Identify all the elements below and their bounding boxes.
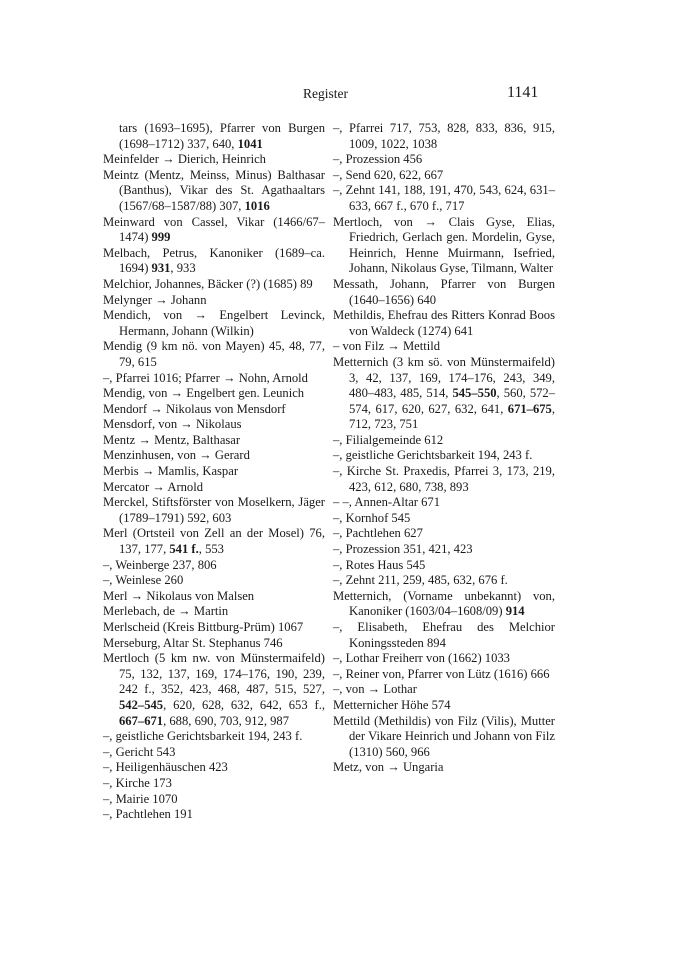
index-entry: –, Pfarrei 1016; Pfarrer → Nohn, Arnold xyxy=(103,370,308,385)
index-entry: Merlebach, de → Martin xyxy=(103,604,229,619)
index-entry: Mettild (Methildis) von Filz (Vilis), Mutter der Vikare Heinrich und Johann von Filz (1310) 560, 966 xyxy=(333,713,555,759)
index-entry: Metternich, (Vorname unbekannt) von, Kanoniker (1603/04–1608/09) 914 xyxy=(333,588,555,619)
index-entry: Meintz (Mentz, Meinss, Minus) Balthasar (Banthus), Vikar des St. Agathaaltars (1567/68–1587/88) 307, 1016 xyxy=(103,167,325,213)
index-entry: –, Heiligenhäuschen 423 xyxy=(103,760,228,775)
index-entry: tars (1693–1695), Pfarrer von Burgen (1698–1712) 337, 640, 1041 xyxy=(119,121,325,151)
index-entry: –, geistliche Gerichtsbarkeit 194, 243 f. xyxy=(103,729,303,744)
index-entry: Meinfelder → Dierich, Heinrich xyxy=(103,152,266,167)
index-entry: –, Reiner von, Pfarrer von Lütz (1616) 666 xyxy=(333,666,550,681)
index-entry: Merlscheid (Kreis Bittburg-Prüm) 1067 xyxy=(103,620,304,634)
index-entry: Melchior, Johannes, Bäcker (?) (1685) 89 xyxy=(103,276,313,291)
index-entry: Merl (Ortsteil von Zell an der Mosel) 76, 137, 177, 541 f., 553 xyxy=(103,526,325,557)
bold-page-ref: 931 xyxy=(151,261,171,276)
index-entry: Melynger → Johann xyxy=(103,292,207,307)
index-entry: –, Weinberge 237, 806 xyxy=(103,557,217,572)
index-entry: –, Pachtlehen 627 xyxy=(333,526,423,541)
page-number: 1141 xyxy=(507,84,539,101)
index-entry: Messath, Johann, Pfarrer von Burgen (1640–1656) 640 xyxy=(333,276,555,307)
index-column-left xyxy=(103,121,325,823)
index-entry: –, Filialgemeinde 612 xyxy=(333,432,444,447)
bold-page-ref: 667–671 xyxy=(119,713,164,728)
index-entry: Mendich, von → Engelbert Levinck, Hermann, Johann (Wilkin) xyxy=(103,308,325,338)
index-entry: –, Kirche St. Praxedis, Pfarrei 3, 173, 219, 423, 612, 680, 738, 893 xyxy=(333,464,555,494)
index-entry: –, von → Lothar xyxy=(333,682,417,697)
index-entry: Methildis, Ehefrau des Ritters Konrad Boos von Waldeck (1274) 641 xyxy=(333,308,555,338)
index-entry: Mendig, von → Engelbert gen. Leunich xyxy=(103,386,305,401)
index-entry: –, Zehnt 211, 259, 485, 632, 676 f. xyxy=(333,573,508,588)
header-title: Register xyxy=(303,86,348,101)
index-entry: Metternicher Höhe 574 xyxy=(333,697,451,712)
bold-page-ref: 1016 xyxy=(244,198,270,213)
bold-page-ref: 914 xyxy=(505,604,525,619)
index-entry: –, Pachtlehen 191 xyxy=(103,807,193,822)
bold-page-ref: 542–545 xyxy=(119,697,164,712)
index-entry: Mensdorf, von → Nikolaus xyxy=(103,417,242,432)
index-entry: –, Prozession 351, 421, 423 xyxy=(333,542,473,557)
index-entry: –, Rotes Haus 545 xyxy=(333,557,426,572)
index-column-right xyxy=(333,121,555,776)
index-entry: –, Lothar Freiherr von (1662) 1033 xyxy=(333,651,510,666)
index-entry: –, Kirche 173 xyxy=(103,775,172,790)
index-entry: Mertloch (5 km nw. von Münstermaifeld) 75, 132, 137, 169, 174–176, 190, 239, 242 f., 352, 423, 468, 487, 515, 527, 542–545, 620, 628, 632, 642, 653 f., 667–671, 688, 690, 703, 912, 987 xyxy=(103,651,325,728)
index-entry: –, Mairie 1070 xyxy=(103,791,178,806)
index-entry: Mercator → Arnold xyxy=(103,479,204,494)
index-entry: –, Weinlese 260 xyxy=(103,573,184,588)
bold-page-ref: 541 f. xyxy=(169,542,199,557)
bold-page-ref: 545–550 xyxy=(452,386,497,401)
index-entry: Meinward von Cassel, Vikar (1466/67–1474) 999 xyxy=(103,214,325,245)
index-entry: –, Elisabeth, Ehefrau des Melchior Koningssteden 894 xyxy=(333,620,555,650)
index-entry: – –, Annen-Altar 671 xyxy=(333,495,441,510)
index-entry: Menzinhusen, von → Gerard xyxy=(103,448,250,463)
index-entry: –, Kornhof 545 xyxy=(333,510,411,525)
index-entry: –, Zehnt 141, 188, 191, 470, 543, 624, 631–633, 667 f., 670 f., 717 xyxy=(333,183,555,213)
index-entry: Mentz → Mentz, Balthasar xyxy=(103,432,241,447)
index-entry: Metternich (3 km sö. von Münstermaifeld) 3, 42, 137, 169, 174–176, 243, 349, 480–483, 485, 514, 545–550, 560, 572–574, 617, 620, 627, 632, 641, 671–675, 712, 723, 751 xyxy=(333,354,556,432)
bold-page-ref: 999 xyxy=(151,230,171,245)
index-entry: Merl → Nikolaus von Malsen xyxy=(103,588,255,603)
index-entry: –, geistliche Gerichtsbarkeit 194, 243 f. xyxy=(333,448,533,463)
index-entry: –, Send 620, 622, 667 xyxy=(333,167,444,182)
index-entry: Merseburg, Altar St. Stephanus 746 xyxy=(103,635,283,650)
index-entry: Merckel, Stiftsförster von Moselkern, Jäger (1789–1791) 592, 603 xyxy=(103,495,325,525)
index-entry: –, Gericht 543 xyxy=(103,744,176,759)
index-entry: – von Filz → Mettild xyxy=(333,339,441,354)
bold-page-ref: 1041 xyxy=(237,136,263,151)
index-entry: Mertloch, von → Clais Gyse, Elias, Friedrich, Gerlach gen. Mordelin, Gyse, Heinrich, Henne Muirmann, Isefried, Johann, Nikolaus Gyse, Tilmann, Walter xyxy=(333,214,555,276)
index-entry: –, Pfarrei 717, 753, 828, 833, 836, 915, 1009, 1022, 1038 xyxy=(333,121,555,151)
index-entry: Merbis → Mamlis, Kaspar xyxy=(103,464,239,479)
bold-page-ref: 671–675 xyxy=(507,401,552,416)
index-entry: Mendig (9 km nö. von Mayen) 45, 48, 77, 79, 615 xyxy=(103,339,325,369)
index-entry: –, Prozession 456 xyxy=(333,152,423,167)
index-entry: Metz, von → Ungaria xyxy=(333,760,444,775)
running-header xyxy=(0,84,700,106)
index-entry: Melbach, Petrus, Kanoniker (1689–ca. 1694) 931, 933 xyxy=(103,245,325,276)
index-entry: Mendorf → Nikolaus von Mensdorf xyxy=(103,401,286,416)
